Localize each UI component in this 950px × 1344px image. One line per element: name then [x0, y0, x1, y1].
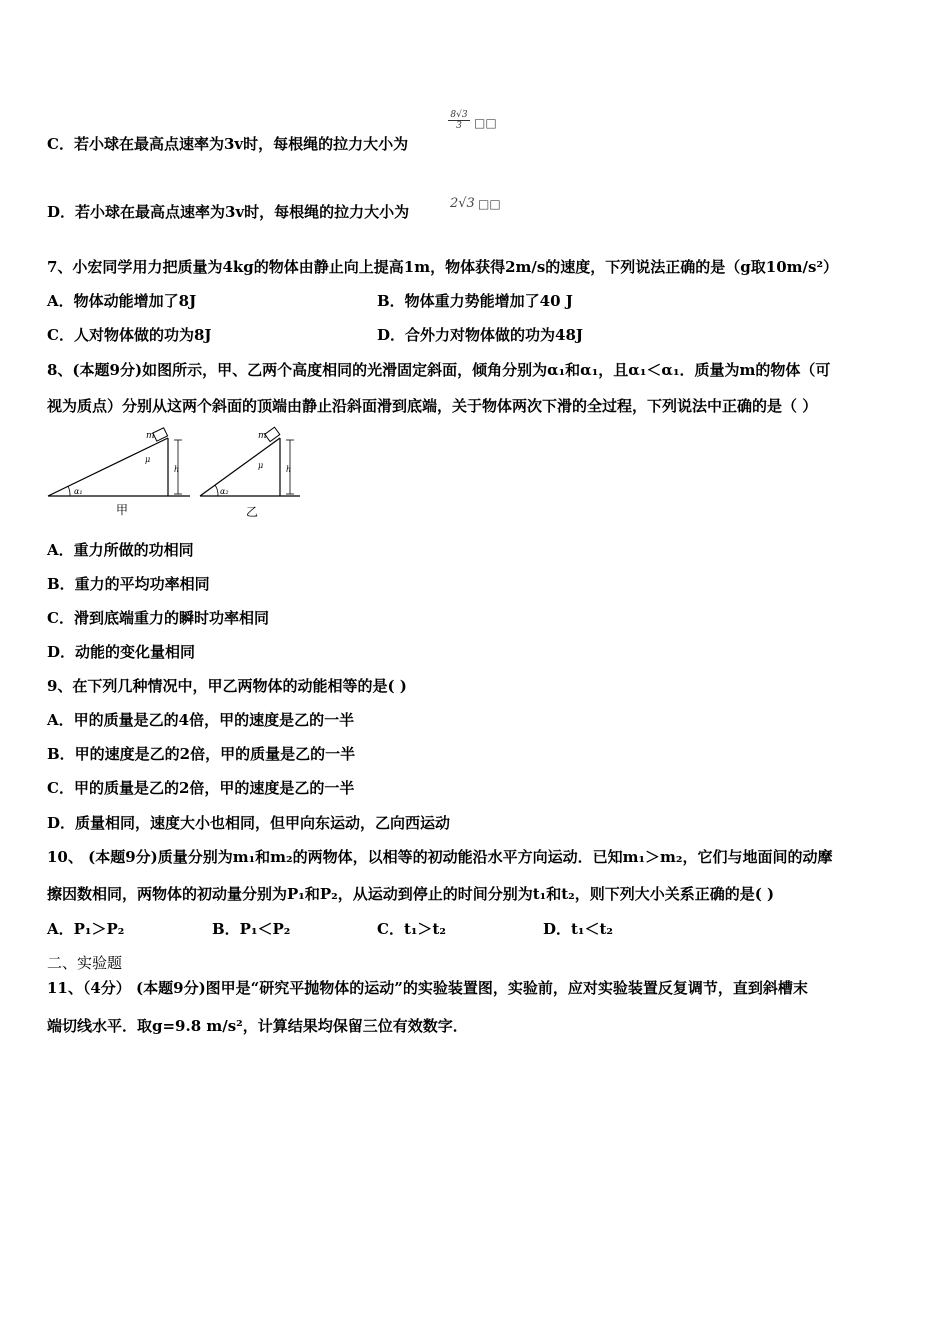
q6-option-d: D．若小球在最高点速率为3v时，每根绳的拉力大小为: [47, 203, 410, 221]
q6-option-d-unit-placeholder: □□: [478, 197, 501, 211]
q7-option-a: A．物体动能增加了8J: [47, 292, 197, 310]
q8-option-d: D．动能的变化量相同: [47, 643, 196, 661]
q6-option-d-expression: 2√3: [450, 196, 475, 211]
q10-option-b: B．P₁＜P₂: [212, 920, 291, 938]
q9-option-c: C．甲的质量是乙的2倍，甲的速度是乙的一半: [47, 779, 355, 797]
q8-option-b: B．重力的平均功率相同: [47, 575, 210, 593]
q9-option-a: A．甲的质量是乙的4倍，甲的速度是乙的一半: [47, 711, 355, 729]
yi-label: 乙: [246, 505, 259, 519]
q6-option-c: C．若小球在最高点速率为3v时，每根绳的拉力大小为: [47, 135, 409, 153]
q10-stem-line2: 擦因数相同，两物体的初动量分别为P₁和P₂，从运动到停止的时间分别为t₁和t₂，则下列大小关系正确的是( ): [47, 885, 775, 903]
section-title-experiment: 二、实验题: [47, 954, 123, 972]
incline-yi: [200, 427, 300, 519]
q8-option-a: A．重力所做的功相同: [47, 541, 194, 559]
jia-mass-label: m: [146, 431, 155, 441]
q9-option-d: D．质量相同，速度大小也相同，但甲向东运动，乙向西运动: [47, 814, 451, 832]
q9-stem: 9、在下列几种情况中，甲乙两物体的动能相等的是( ): [47, 677, 407, 695]
q9-option-b: B．甲的速度是乙的2倍，甲的质量是乙的一半: [47, 745, 356, 763]
q7-stem: 7、小宏同学用力把质量为4kg的物体由静止向上提高1m，物体获得2m/s的速度，下列说法正确的是（g取10m/s²）: [47, 258, 839, 276]
yi-height-label: h: [286, 465, 292, 474]
q10-option-c: C．t₁＞t₂: [377, 920, 446, 938]
q6-option-c-numerator: 8√3: [448, 110, 470, 121]
q6-option-c-fraction: [448, 110, 470, 131]
q8-stem-line2: 视为质点）分别从这两个斜面的顶端由静止沿斜面滑到底端，关于物体两次下滑的全过程，下列说法中正确的是（ ）: [47, 397, 818, 415]
yi-mass-label: m: [258, 431, 267, 441]
yi-angle-label: α₂: [220, 487, 229, 496]
q8-incline-figure: [40, 424, 310, 524]
jia-angle-label: α₁: [74, 487, 83, 496]
q8-option-c: C．滑到底端重力的瞬时功率相同: [47, 609, 269, 627]
jia-label: 甲: [116, 503, 129, 517]
jia-height-label: h: [174, 465, 180, 474]
jia-mu-label: μ: [145, 455, 151, 464]
q7-option-d: D．合外力对物体做的功为48J: [377, 326, 583, 344]
q6-option-c-unit-placeholder: □□: [474, 116, 497, 130]
q8-stem-line1: 8、(本题9分)如图所示，甲、乙两个高度相同的光滑固定斜面，倾角分别为α₁和α₁，且α₁＜α₁．质量为m的物体（可: [47, 361, 831, 379]
q11-stem-line1: 11、（4分） (本题9分)图甲是“研究平抛物体的运动”的实验装置图，实验前，应对实验装置反复调节，直到斜槽末: [47, 979, 808, 997]
yi-mu-label: μ: [258, 461, 264, 470]
incline-jia: [48, 428, 190, 517]
q10-option-d: D．t₁＜t₂: [543, 920, 614, 938]
q10-option-a: A．P₁＞P₂: [47, 920, 125, 938]
q6-option-c-denominator: 3: [456, 121, 462, 131]
q11-stem-line2: 端切线水平．取g=9.8 m/s²，计算结果均保留三位有效数字．: [47, 1017, 468, 1035]
q7-option-c: C．人对物体做的功为8J: [47, 326, 212, 344]
q7-option-b: B．物体重力势能增加了40 J: [377, 292, 573, 310]
q10-stem-line1: 10、 (本题9分)质量分别为m₁和m₂的两物体，以相等的初动能沿水平方向运动．已知m₁＞m₂，它们与地面间的动摩: [47, 848, 833, 866]
